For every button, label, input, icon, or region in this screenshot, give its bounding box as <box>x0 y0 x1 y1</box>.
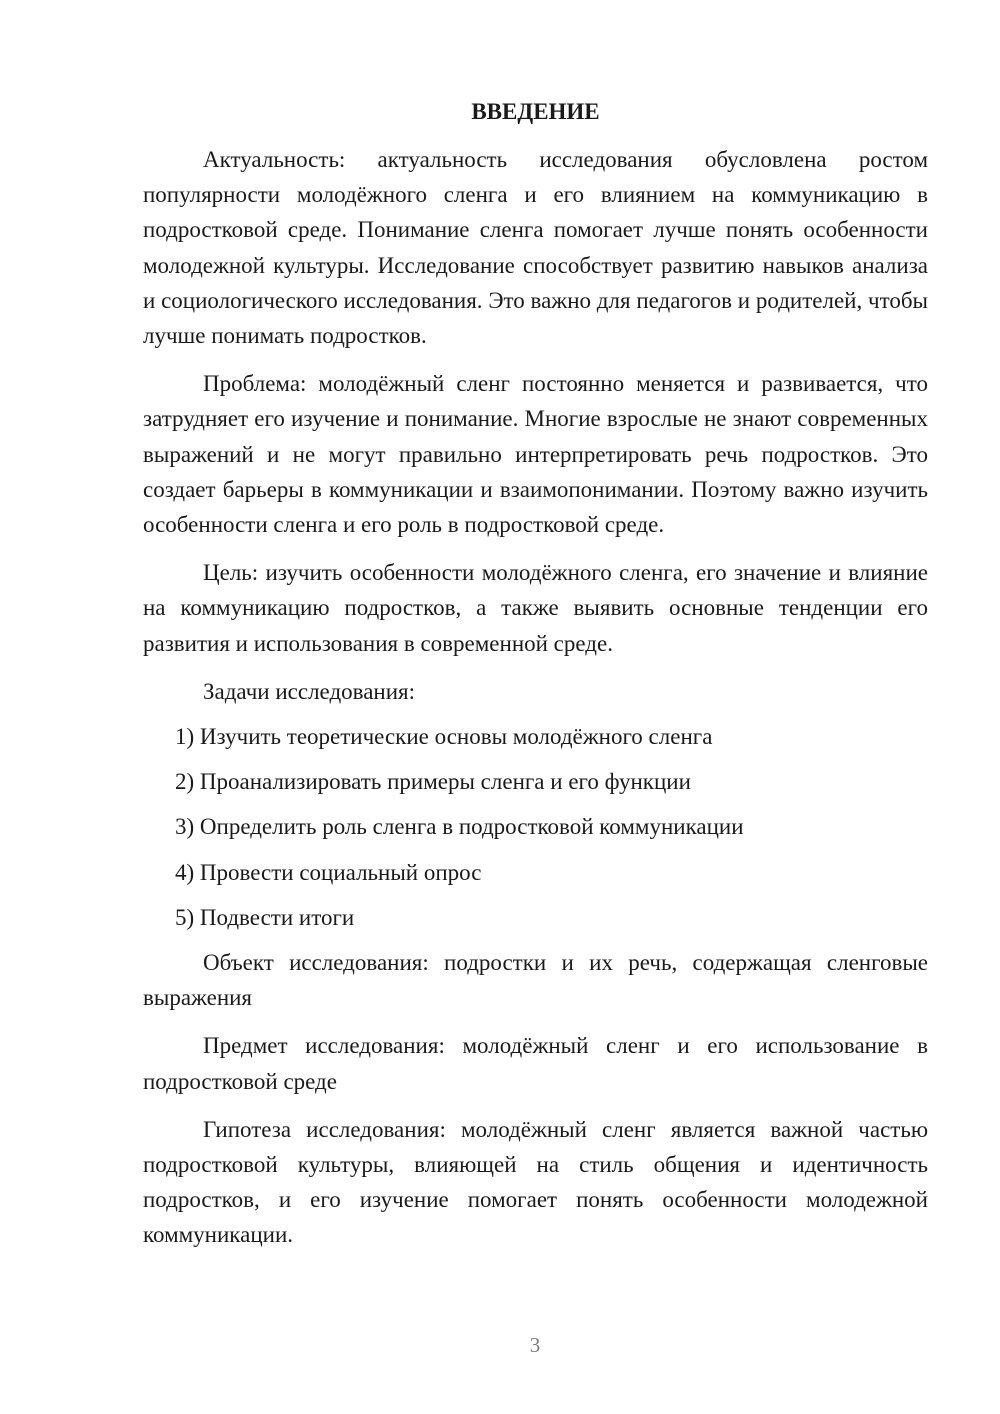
section-title: ВВЕДЕНИЕ <box>471 99 600 124</box>
subject-paragraph: Предмет исследования: молодёжный сленг и его использование в подростковой среде <box>143 1033 928 1094</box>
task-item-5: 5) Подвести итоги <box>175 904 355 930</box>
tasks-heading: Задачи исследования: <box>203 678 416 704</box>
goal-paragraph: Цель: изучить особенности молодёжного сленга, его значение и влияние на коммуникацию подростков, а также выявить основные тенденции его развития и использования в современной среде. <box>143 560 928 656</box>
document-page <box>143 94 928 1266</box>
problem-paragraph: Проблема: молодёжный сленг постоянно меняется и развивается, что затрудняет его изучение и понимание. Многие взрослые не знают современных выражений и не могут правильно интерпретировать речь подростков. Это создает барьеры в коммуникации и взаимопонимании. Поэтому важно изучить особенности сленга и его роль в подростковой среде. <box>143 371 928 538</box>
object-paragraph: Объект исследования: подростки и их речь, содержащая сленговые выражения <box>143 950 928 1011</box>
relevance-paragraph: Актуальность: актуальность исследования обусловлена ростом популярности молодёжного сленга и его влиянием на коммуникацию в подростковой среде. Понимание сленга помогает лучше понять особенности молодежной культуры. Исследование способствует развитию навыков анализа и социологического исследования. Это важно для педагогов и родителей, чтобы лучше понимать подростков. <box>143 147 928 349</box>
task-item-4: 4) Провести социальный опрос <box>175 859 482 885</box>
task-list <box>143 719 928 935</box>
page-number: 3 <box>529 1333 541 1357</box>
task-item-2: 2) Проанализировать примеры сленга и его функции <box>175 769 691 795</box>
hypothesis-paragraph: Гипотеза исследования: молодёжный сленг является важной частью подростковой культуры, влияющей на стиль общения и идентичность подростков, и его изучение помогает понять особенности молодежной коммуникации. <box>143 1116 928 1248</box>
task-item-3: 3) Определить роль сленга в подростковой коммуникации <box>175 814 744 840</box>
task-item-1: 1) Изучить теоретические основы молодёжного сленга <box>175 724 713 750</box>
